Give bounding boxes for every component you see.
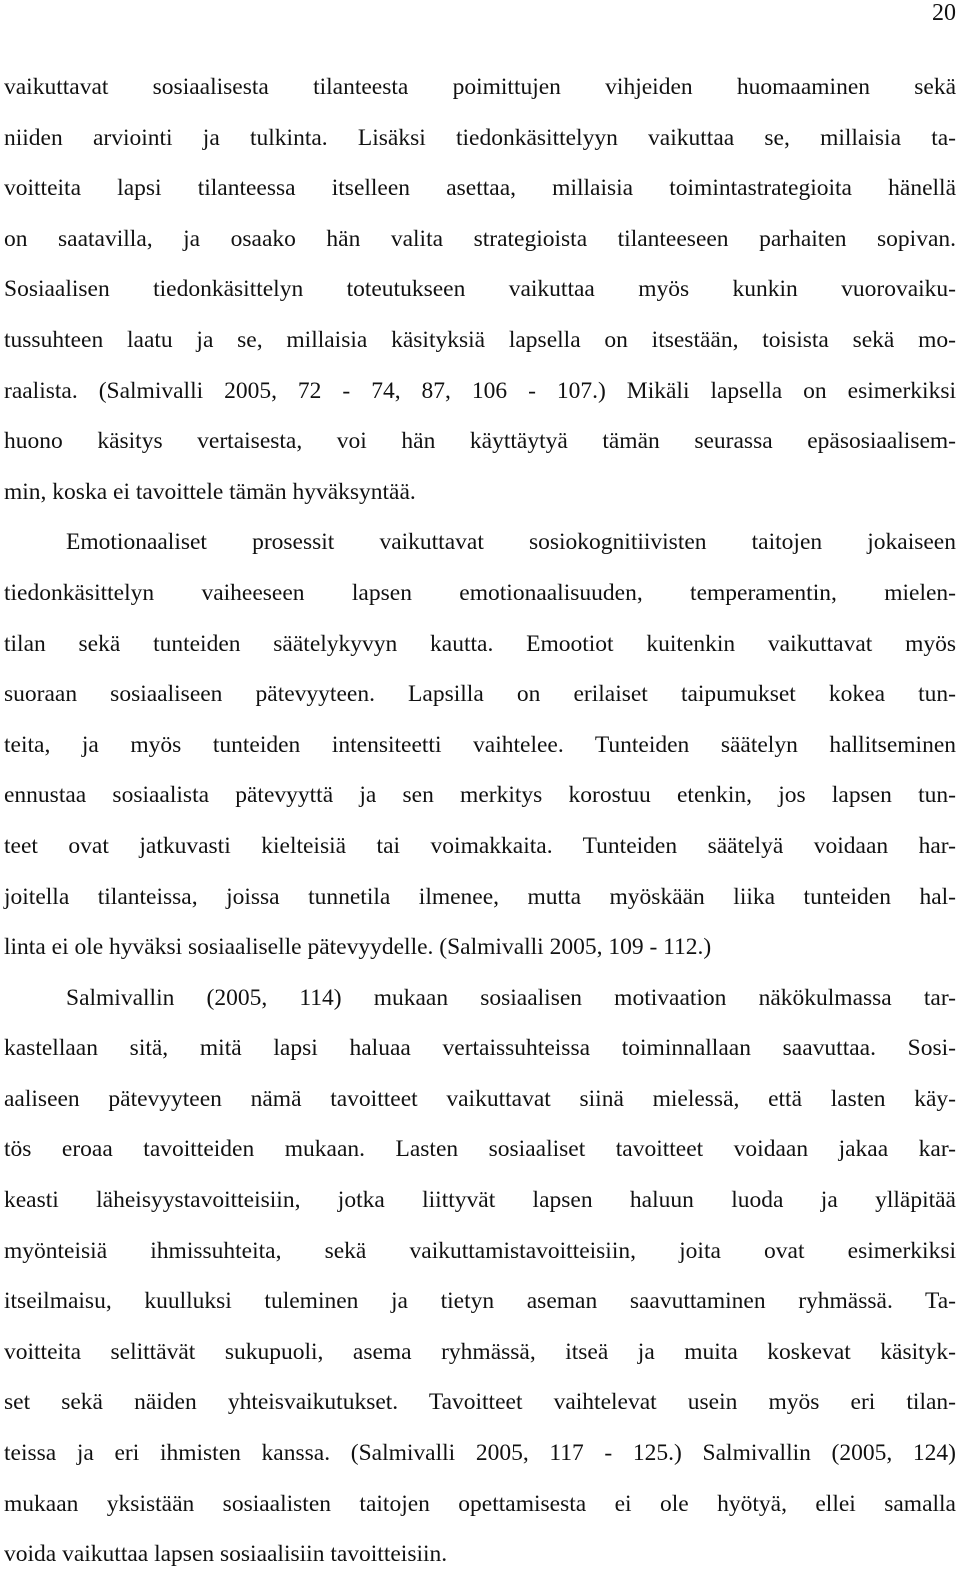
text-line: vaikuttavat sosiaalisesta tilanteesta poimittujen vihjeiden huomaaminen sekä xyxy=(4,74,956,100)
text-line: huono käsitys vertaisesta, voi hän käyttäytyä tämän seurassa epäsosiaalisem- xyxy=(4,428,956,455)
text-line: voitteita lapsi tilanteessa itselleen asettaa, millaisia toimintastrategioita hänellä xyxy=(4,175,956,202)
text-line: keasti läheisyystavoitteisiin, jotka liittyvät lapsen haluun luoda ja ylläpitää xyxy=(4,1187,956,1214)
text-line: voida vaikuttaa lapsen sosiaalisiin tavoitteisiin. xyxy=(4,1541,448,1568)
text-line: Emotionaaliset prosessit vaikuttavat sosiokognitiivisten taitojen jokaiseen xyxy=(66,529,956,556)
text-line: kastellaan sitä, mitä lapsi haluaa vertaissuhteissa toiminnallaan saavuttaa. Sosi- xyxy=(4,1035,956,1062)
text-line: linta ei ole hyväksi sosiaaliselle pätevyydelle. (Salmivalli 2005, 109 - 112.) xyxy=(4,934,712,961)
text-line: set sekä näiden yhteisvaikutukset. Tavoitteet vaihtelevat usein myös eri tilan- xyxy=(4,1389,956,1416)
text-line: voitteita selittävät sukupuoli, asema ryhmässä, itseä ja muita koskevat käsityk- xyxy=(4,1338,956,1365)
text-line: suoraan sosiaaliseen pätevyyteen. Lapsilla on erilaiset taipumukset kokea tun- xyxy=(4,681,956,708)
text-line: ennustaa sosiaalista pätevyyttä ja sen merkitys korostuu etenkin, jos lapsen tun- xyxy=(4,782,956,809)
document-body xyxy=(4,62,956,1580)
text-line: tilan sekä tunteiden säätelykyvyn kautta. Emootiot kuitenkin vaikuttavat myös xyxy=(4,630,956,657)
text-line: joitella tilanteissa, joissa tunnetila ilmenee, mutta myöskään liika tunteiden hal- xyxy=(4,883,956,910)
text-line: raalista. (Salmivalli 2005, 72 - 74, 87, 106 - 107.) Mikäli lapsella on esimerkiksi xyxy=(4,377,956,404)
text-line: teet ovat jatkuvasti kielteisiä tai voimakkaita. Tunteiden säätelyä voidaan har- xyxy=(4,832,956,859)
text-line: teita, ja myös tunteiden intensiteetti vaihtelee. Tunteiden säätelyn hallitseminen xyxy=(4,731,956,758)
text-line: niiden arviointi ja tulkinta. Lisäksi tiedonkäsittelyyn vaikuttaa se, millaisia ta- xyxy=(4,124,956,151)
text-line: Sosiaalisen tiedonkäsittelyn toteutukseen vaikuttaa myös kunkin vuorovaiku- xyxy=(4,276,956,303)
text-line: tiedonkäsittelyn vaiheeseen lapsen emotionaalisuuden, temperamentin, mielen- xyxy=(4,579,956,606)
text-line: myönteisiä ihmissuhteita, sekä vaikuttamistavoitteisiin, joita ovat esimerkiksi xyxy=(4,1237,956,1264)
text-line: mukaan yksistään sosiaalisten taitojen opettamisesta ei ole hyötyä, ellei samalla xyxy=(4,1490,956,1517)
text-line: aaliseen pätevyyteen nämä tavoitteet vaikuttavat siinä mielessä, että lasten käy- xyxy=(4,1085,956,1112)
text-line: Salmivallin (2005, 114) mukaan sosiaalisen motivaation näkökulmassa tar- xyxy=(66,984,956,1011)
text-line: tös eroaa tavoitteiden mukaan. Lasten sosiaaliset tavoitteet voidaan jakaa kar- xyxy=(4,1136,956,1163)
page-number: 20 xyxy=(932,0,956,26)
text-line: teissa ja eri ihmisten kanssa. (Salmivalli 2005, 117 - 125.) Salmivallin (2005, 124) xyxy=(4,1440,956,1467)
text-line: tussuhteen laatu ja se, millaisia käsityksiä lapsella on itsestään, toisista sekä mo- xyxy=(4,326,956,353)
text-line: min, koska ei tavoittele tämän hyväksyntää. xyxy=(4,478,416,505)
text-line: itseilmaisu, kuulluksi tuleminen ja tietyn aseman saavuttaminen ryhmässä. Ta- xyxy=(4,1288,956,1315)
text-line: on saatavilla, ja osaako hän valita strategioista tilanteeseen parhaiten sopivan. xyxy=(4,225,956,252)
